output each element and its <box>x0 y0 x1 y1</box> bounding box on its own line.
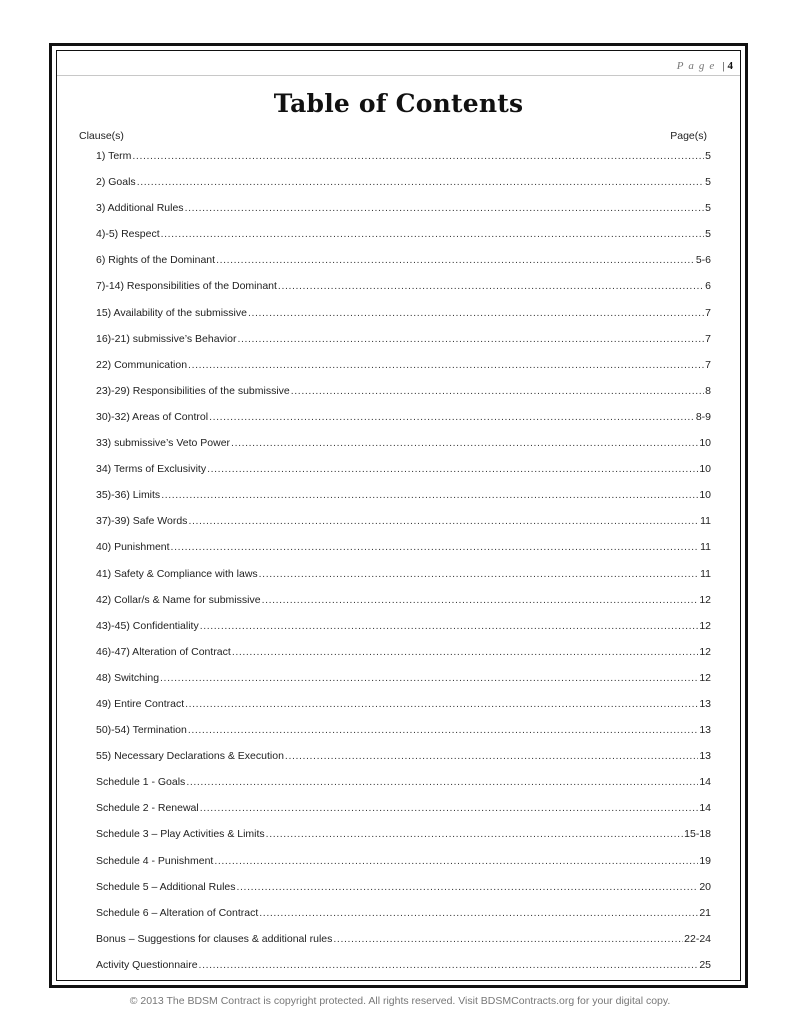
toc-entry-label: 41) Safety & Compliance with laws <box>96 567 258 580</box>
toc-leader-dots <box>200 802 699 814</box>
toc-entry[interactable] <box>96 536 711 562</box>
toc-entry[interactable] <box>96 719 711 745</box>
toc-entry[interactable] <box>96 171 711 197</box>
toc-entry-page: 11 <box>700 567 711 580</box>
toc-entry-page: 5 <box>705 176 711 189</box>
toc-leader-dots <box>278 280 704 292</box>
toc-leader-dots <box>237 881 699 893</box>
toc-entry[interactable] <box>96 484 711 510</box>
toc-leader-dots <box>161 489 698 501</box>
toc-leader-dots <box>237 333 704 345</box>
toc-entry[interactable] <box>96 380 711 406</box>
toc-entry-label: 46)-47) Alteration of Contract <box>96 645 231 658</box>
toc-entry[interactable] <box>96 667 711 693</box>
toc-leader-dots <box>207 463 698 475</box>
toc-entry-label: Activity Questionnaire <box>96 958 198 971</box>
toc-entry-page: 5 <box>705 228 711 241</box>
toc-entry-label: 23)-29) Responsibilities of the submissive <box>96 384 290 397</box>
toc-entry-label: Schedule 3 – Play Activities & Limits <box>96 828 265 841</box>
toc-leader-dots <box>188 515 699 527</box>
toc-entry-label: 1) Term <box>96 150 132 162</box>
toc-entry-label: 40) Punishment <box>96 541 170 554</box>
toc-entry-label: 34) Terms of Exclusivity <box>96 463 207 476</box>
toc-entry-page: 20 <box>699 880 711 893</box>
toc-leader-dots <box>185 698 698 710</box>
toc-entry-page: 14 <box>699 802 711 815</box>
toc-leader-dots <box>285 750 698 762</box>
toc-leader-dots <box>160 672 698 684</box>
toc-entry[interactable] <box>96 432 711 458</box>
toc-entry-page: 13 <box>699 724 711 737</box>
toc-leader-dots <box>186 776 698 788</box>
toc-entry-label: Schedule 1 - Goals <box>96 776 186 789</box>
toc-entry[interactable] <box>96 797 711 823</box>
toc-entry[interactable] <box>96 745 711 771</box>
toc-entry[interactable] <box>96 615 711 641</box>
toc-entry-page: 11 <box>700 541 711 554</box>
toc-entry-page: 13 <box>699 750 711 763</box>
toc-leader-dots <box>291 385 704 397</box>
toc-entry-label: Bonus – Suggestions for clauses & additional rules <box>96 932 333 945</box>
toc-leader-dots <box>262 594 699 606</box>
toc-entry[interactable] <box>96 589 711 615</box>
toc-leader-dots <box>231 437 698 449</box>
toc-entry-page: 21 <box>699 906 711 919</box>
toc-entry[interactable] <box>96 850 711 876</box>
toc-entry[interactable] <box>96 563 711 589</box>
toc-entry[interactable] <box>96 928 711 954</box>
toc-entry[interactable] <box>96 902 711 928</box>
page-separator: | <box>722 60 725 72</box>
toc-entry[interactable] <box>96 249 711 275</box>
toc-entry-page: 5 <box>705 202 711 215</box>
toc-entry-label: 37)-39) Safe Words <box>96 515 188 528</box>
toc-entry-label: 50)-54) Termination <box>96 724 187 737</box>
toc-leader-dots <box>333 933 683 945</box>
toc-entry-page: 19 <box>699 854 711 867</box>
toc-entry-label: 55) Necessary Declarations & Execution <box>96 750 284 763</box>
toc-entry-label: 22) Communication <box>96 358 188 371</box>
toc-entry-label: 16)-21) submissive’s Behavior <box>96 332 237 345</box>
toc-entry[interactable] <box>96 641 711 667</box>
toc-entry-page: 10 <box>699 489 711 502</box>
toc-list <box>96 145 711 980</box>
header-rule <box>57 75 740 76</box>
pages-column-header: Page(s) <box>670 130 707 142</box>
toc-entry-page: 10 <box>699 463 711 476</box>
toc-entry-page: 12 <box>699 619 711 632</box>
toc-entry-label: Schedule 5 – Additional Rules <box>96 880 236 893</box>
toc-entry-label: Schedule 2 - Renewal <box>96 802 199 815</box>
toc-entry-page: 12 <box>699 593 711 606</box>
toc-entry[interactable] <box>96 223 711 249</box>
toc-entry-page: 7 <box>705 306 711 319</box>
toc-entry[interactable] <box>96 458 711 484</box>
toc-leader-dots <box>171 541 700 553</box>
toc-entry-page: 10 <box>699 437 711 450</box>
toc-leader-dots <box>137 176 704 188</box>
toc-leader-dots <box>199 959 699 971</box>
toc-entry-page: 5-6 <box>695 254 711 267</box>
toc-leader-dots <box>259 568 699 580</box>
toc-entry-page: 15-18 <box>684 828 711 841</box>
page-number: 4 <box>727 60 733 72</box>
toc-leader-dots <box>232 646 698 658</box>
toc-entry-page: 8 <box>705 384 711 397</box>
toc-entry-label: 33) submissive’s Veto Power <box>96 437 231 450</box>
toc-leader-dots <box>266 828 683 840</box>
toc-entry-label: 49) Entire Contract <box>96 697 185 710</box>
page-border <box>49 43 748 988</box>
page-number-header <box>677 60 733 72</box>
toc-entry-label: 7)-14) Responsibilities of the Dominant <box>96 280 277 293</box>
toc-entry-label: 42) Collar/s & Name for submissive <box>96 593 261 606</box>
toc-leader-dots <box>161 228 705 240</box>
toc-leader-dots <box>248 307 704 319</box>
toc-leader-dots <box>200 620 699 632</box>
toc-entry-page: 7 <box>705 358 711 371</box>
toc-entry[interactable] <box>96 145 711 171</box>
toc-entry-page: 13 <box>699 697 711 710</box>
toc-entry-page: 6 <box>705 280 711 293</box>
toc-entry[interactable] <box>96 954 711 980</box>
toc-entry[interactable] <box>96 302 711 328</box>
toc-leader-dots <box>216 254 695 266</box>
toc-entry-label: 2) Goals <box>96 176 136 189</box>
toc-entry-page: 14 <box>699 776 711 789</box>
toc-entry-page: 22-24 <box>684 932 711 945</box>
toc-leader-dots <box>209 411 695 423</box>
toc-entry-page: 12 <box>699 645 711 658</box>
toc-entry-page: 8-9 <box>695 410 711 423</box>
page-title: Table of Contents <box>273 89 524 118</box>
toc-entry[interactable] <box>96 693 711 719</box>
toc-entry[interactable] <box>96 275 711 301</box>
toc-entry-label: 6) Rights of the Dominant <box>96 254 216 267</box>
toc-leader-dots <box>214 855 698 867</box>
toc-leader-dots <box>259 907 698 919</box>
toc-entry-page: 7 <box>705 332 711 345</box>
toc-leader-dots <box>188 724 698 736</box>
toc-entry[interactable] <box>96 197 711 223</box>
toc-entry-label: 15) Availability of the submissive <box>96 306 247 319</box>
page-word: Page <box>676 60 720 72</box>
toc-entry-page: 25 <box>699 958 711 971</box>
toc-entry[interactable] <box>96 328 711 354</box>
toc-entry-page: 5 <box>705 150 711 162</box>
toc-entry[interactable] <box>96 876 711 902</box>
page-inner-border <box>56 50 741 981</box>
toc-entry-label: 43)-45) Confidentiality <box>96 619 199 632</box>
toc-entry-page: 12 <box>699 671 711 684</box>
clauses-column-header: Clause(s) <box>79 130 124 142</box>
toc-entry-page: 11 <box>700 515 711 528</box>
toc-entry-label: 48) Switching <box>96 671 160 684</box>
toc-leader-dots <box>132 150 704 162</box>
toc-entry-label: Schedule 6 – Alteration of Contract <box>96 906 259 919</box>
toc-leader-dots <box>188 359 704 371</box>
toc-entry[interactable] <box>96 354 711 380</box>
toc-entry-label: 3) Additional Rules <box>96 202 184 215</box>
toc-entry-label: 35)-36) Limits <box>96 489 161 502</box>
toc-entry-label: Schedule 4 - Punishment <box>96 854 214 867</box>
toc-entry[interactable] <box>96 406 711 432</box>
toc-entry-label: 30)-32) Areas of Control <box>96 410 209 423</box>
toc-leader-dots <box>185 202 705 214</box>
copyright-footer: © 2013 The BDSM Contract is copyright protected. All rights reserved. Visit BDSMContracts.org for your digital copy. <box>129 995 671 1007</box>
toc-entry-label: 4)-5) Respect <box>96 228 160 241</box>
toc-entry[interactable] <box>96 823 711 849</box>
toc-entry[interactable] <box>96 771 711 797</box>
toc-entry[interactable] <box>96 510 711 536</box>
